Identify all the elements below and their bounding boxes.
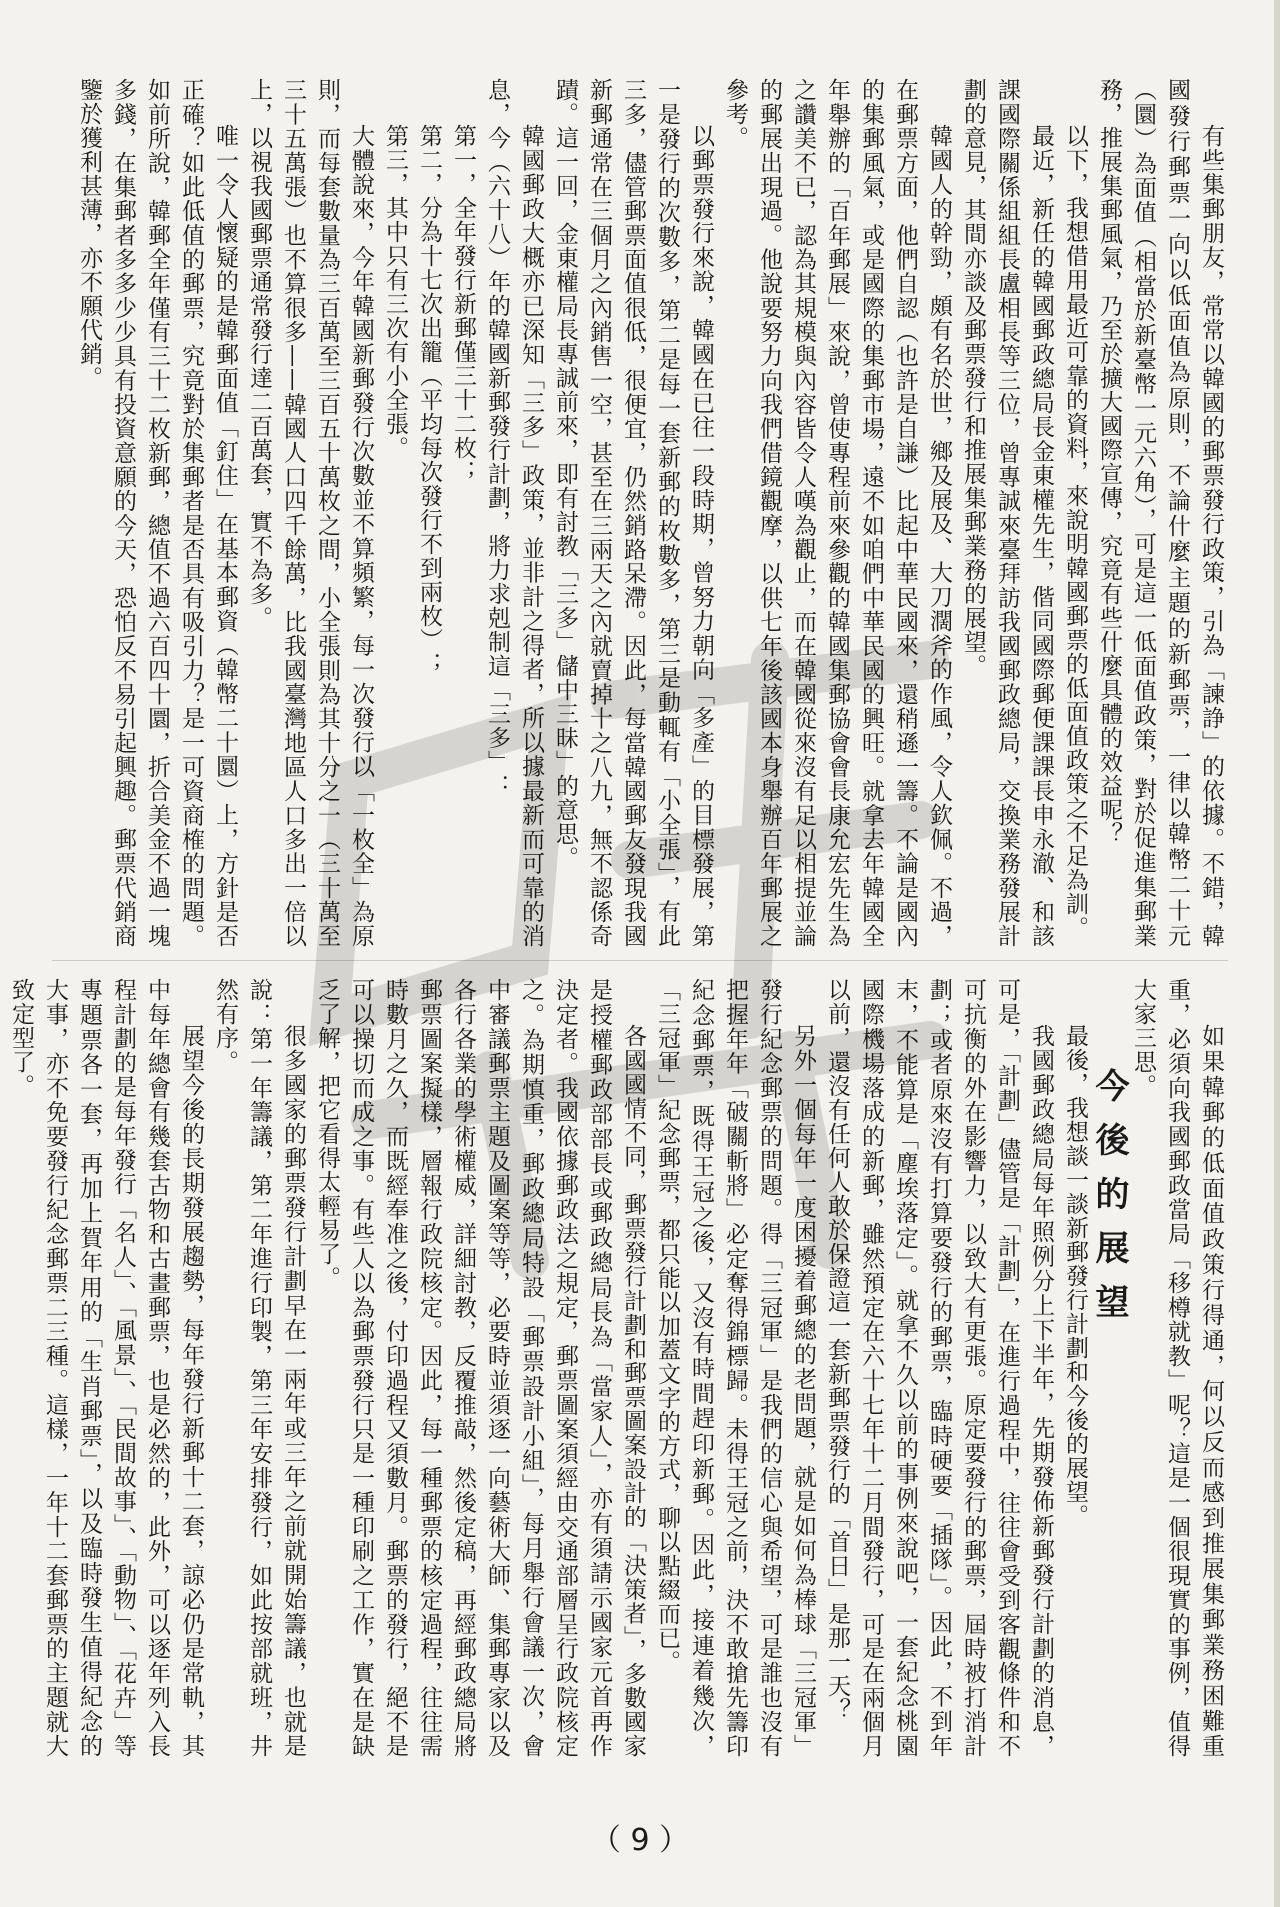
paragraph: 各國國情不同，郵票發行計劃和郵票圖案設計的「決策者」，多數國家是授權郵政部部長或郵政總局長為「當家人」，亦有須請示國家元首再作決定者。我國依據郵政法之規定，郵票圖案須經由交通部層呈行政院核定之。為期慎重，郵政總局特設「郵票設計小組」，每月舉行會議一次，會中審議郵票主題及圖案等等，必要時並須逐一向藝術大師、集郵專家以及各行各業的學術權威，詳細討教，反覆推敲，然後定稿，再經郵政總局將郵票圖案擬樣，層報行政院核定。因此，每一種郵票的核定過程，往往需時數月之久，而既經奉准之後，付印過程又須數月。郵票的發行，絕不是可以操切而成之事。有些人以為郵票發行只是一種印刷之工作，實在是缺乏了解，把它看得太輕易了。	[314, 978, 646, 1758]
paragraph: 唯一令人懷疑的是韓郵面值「釘住」在基本郵資（韓幣二十圜）上，方針是否正確？如此低值的郵票，究竟對於集郵者是否具有吸引力？是一可資商榷的問題。如前所說，韓郵全年僅有三十二枚新郵，總值不過六百四十圜，折合美金不過一塊多錢，在集郵者多多少少具有投資意願的今天，恐怕反不易引起興趣。郵票代銷商鑒於獲利甚薄，亦不願代銷。	[76, 78, 238, 948]
paragraph: 展望今後的長期發展趨勢，每年發行新郵十二套，諒必仍是常軌，其中每年總會有幾套古物和古畫郵票，也是必然的，此外，可以逐年列入長程計劃的是每年發行「名人」、「風景」、「民間故事」、「動物」、「花卉」等專題票各一套，再加上賀年用的「生肖郵票」，以及臨時發生值得紀念的大事，亦不免要發行紀念郵票二三種。這樣，一年十二套郵票的主題就大致定型了。	[8, 978, 204, 1758]
paragraph: 韓國人的幹勁，頗有名於世，鄉及展及、大刀濶斧的作風，令人欽佩。不過，在郵票方面，他們自認（也許是自謙）比起中華民國來，還稍遜一籌。不論是國內的集郵風氣，或是國際的集郵市場，遠不如咱們中華民國的興旺。就拿去年韓國全年舉辦的「百年郵展」來說，曾使專程前來參觀的韓國集郵協會會長康允宏先生為之讚美不已，認為其規模與內容皆令人嘆為觀止，而在韓國從來沒有足以相提並論的郵展出現過。他說要努力向我們借鏡觀摩，以供七年後該國本身舉辦百年郵展之參考。	[722, 78, 952, 948]
section-heading: 今後的展望	[1089, 1068, 1129, 1338]
column-divider	[52, 960, 1228, 961]
paragraph: 最後，我想談一談新郵發行計劃和今後的展望。	[1062, 1024, 1088, 1528]
lower-text-block	[8, 978, 1228, 1758]
paragraph: 大體說來，今年韓國新郵發行次數並不算頻繁，每一次發行以「一枚全」為原則，而每套數量為三百萬至三百五十萬枚之間，小全張則為其十分之一（三十萬至三十五萬張）也不算很多——韓國人口四千餘萬，比我國臺灣地區人口多出一倍以上，以視我國郵票通常發行達二百萬套，實不為多。	[246, 78, 374, 948]
paragraph: 很多國家的郵票發行計劃早在一兩年或三年之前就開始籌議，也就是說：第一年籌議，第二年進行印製，第三年安排發行，如此按部就班，井然有序。	[212, 978, 306, 1758]
paragraph: 有些集郵朋友，常常以韓國的郵票發行政策，引為「諫諍」的依據。不錯，韓國發行郵票一向以低面值為原則，不論什麼主題的新郵票，一律以韓幣二十元（圜）為面值（相當於新臺幣一元六角），可是這一低面值政策，對於促進集郵業務，推展集郵風氣，乃至於擴大國際宣傳，究竟有些什麼具體的效益呢？	[1096, 78, 1224, 948]
paragraph: 另外一個每年一度困擾着郵總的老問題，就是如何為棒球「三冠軍」發行紀念郵票的問題。得「三冠軍」是我們的信心與希望，可是誰也沒有把握年年「破關斬將」必定奪得錦標歸。未得王冠之前，決不敢搶先籌印紀念郵票，既得王冠之後，又沒有時間趕印新郵。因此，接連着幾次，「三冠軍」紀念郵票，都只能以加蓋文字的方式，聊以點綴而已。	[654, 978, 816, 1758]
scan-edge	[1274, 0, 1280, 1907]
paragraph: 第二，分為十七次出籠（平均每次發行不到兩枚）；	[416, 124, 442, 676]
paragraph: 第三，其中只有三次有小全張。	[382, 124, 408, 460]
paragraph: 我國郵政總局每年照例分上下半年，先期發佈新郵發行計劃的消息，可是，「計劃」儘管是「計劃」，在進行過程中，往往會受到客觀條件和不可抗衡的外在影響力，以致大有更張。原定要發行的郵票，屆時被打消計劃；或者原來沒有打算要發行的郵票，臨時硬要「插隊」。因此，不到年末，不能算是「塵埃落定」。就拿不久以前的事例來說吧，一套紀念桃園國際機場落成的新郵，雖然預定在六十七年十二月間發行，可是在兩個月以前，還沒有任何人敢於保證這一套新郵票發行的「首日」是那一天？	[824, 978, 1054, 1758]
paragraph: 以下，我想借用最近可靠的資料，來說明韓國郵票的低面值政策之不足為訓。	[1062, 124, 1088, 940]
paragraph: 最近，新任的韓國郵政總局長金東權先生，偕同國際郵便課課長申永澈、和該課國際關係組組長盧相長等三位，曾專誠來臺拜訪我國郵政總局，交換業務發展計劃的意見，其間亦談及郵票發行和推展集郵業務的展望。	[960, 78, 1054, 948]
upper-text-block	[48, 78, 1228, 948]
paragraph: 韓國郵政大概亦已深知「三多」政策，並非計之得者，所以據最新而可靠的消息，今（六十八）年的韓國新郵發行計劃，將力求剋制這「三多」：	[484, 78, 544, 948]
paragraph: 如果韓郵的低面值政策行得通，何以反而感到推展集郵業務困難重重，必須向我國郵政當局「移樽就教」呢？這是一個很現實的事例，值得大家三思。	[1130, 978, 1224, 1758]
paragraph: 以郵票發行來說，韓國在已往一段時期，曾努力朝向「多產」的目標發展，第一是發行的次數多，第二是每一套新郵的枚數多，第三是動輒有「小全張」，有此三多，儘管郵票面值很低，很便宜，仍然銷路呆滯。因此，每當韓國郵友發現我國新郵通常在三個月之內銷售一空，甚至在三兩天之內就賣掉十之八九，無不認係奇蹟。這一回，金東權局長專誠前來，即有討教「三多」儲中三昧」的意思。	[552, 78, 714, 948]
paragraph: 第一，全年發行新郵僅三十二枚；	[450, 124, 476, 484]
page-number: （ 9 ）	[590, 1823, 690, 1858]
